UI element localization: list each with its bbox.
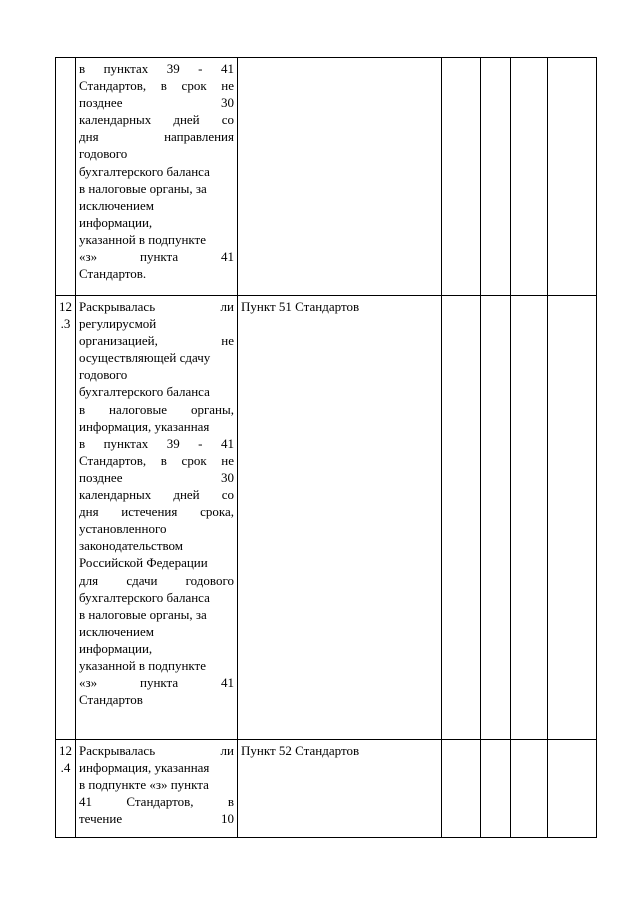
description-line <box>79 248 234 265</box>
description-line <box>79 435 234 452</box>
row-description <box>79 60 234 282</box>
description-word: календарных <box>79 487 152 503</box>
description-word: календарных <box>79 112 152 128</box>
description-line: указанной в подпункте <box>79 231 207 247</box>
description-word: 41 <box>221 249 234 265</box>
description-word: срок <box>181 78 207 94</box>
description-word: позднее <box>79 469 123 485</box>
description-word: налоговые <box>109 401 168 417</box>
description-word: Стандартов, <box>79 78 147 94</box>
empty-cell <box>511 296 548 740</box>
empty-cell <box>481 296 511 740</box>
description-word: пункта <box>139 675 179 691</box>
description-word: дня <box>79 504 99 520</box>
description-line: годового <box>79 146 128 162</box>
description-word: не <box>221 452 234 468</box>
description-word: Раскрывалась <box>79 299 156 314</box>
description-word: дня <box>79 129 99 145</box>
description-word: Стандартов, <box>79 452 147 468</box>
description-word: в <box>79 435 86 451</box>
description-line <box>79 401 234 418</box>
description-word: не <box>221 333 234 349</box>
description-word: 39 <box>166 61 180 76</box>
row-number-cell <box>56 58 76 296</box>
description-line <box>79 742 234 759</box>
row-number-cell <box>56 740 76 838</box>
description-line: указанной в подпункте <box>79 657 207 673</box>
description-line: исключением <box>79 623 154 639</box>
description-line: осуществляющей сдачу <box>79 350 211 366</box>
description-line <box>79 572 234 589</box>
empty-cell <box>511 740 548 838</box>
row-reference-cell <box>238 740 442 838</box>
description-word: течение <box>79 811 123 827</box>
description-line: в подпункте «з» пункта <box>79 777 209 793</box>
description-line: исключением <box>79 197 154 213</box>
empty-cell <box>442 58 481 296</box>
audit-table <box>55 57 597 838</box>
description-line: бухгалтерского баланса <box>79 163 210 179</box>
row-description <box>79 298 234 708</box>
description-line <box>79 298 234 315</box>
description-word: сдачи <box>126 572 158 588</box>
empty-cell <box>548 296 597 740</box>
description-word: Стандартов, <box>126 794 194 810</box>
description-word: «з» <box>79 675 98 691</box>
description-word: в <box>160 452 167 468</box>
description-word: позднее <box>79 95 123 111</box>
description-word: организацией, <box>79 333 158 349</box>
table-row <box>56 58 597 296</box>
description-line: установленного <box>79 521 167 537</box>
table-row <box>56 740 597 838</box>
description-word: - <box>198 435 203 451</box>
description-word: истечения <box>121 504 178 520</box>
description-line <box>79 674 234 691</box>
description-line <box>79 810 234 827</box>
description-line <box>79 793 234 810</box>
description-line: регулирусмой <box>79 316 157 332</box>
description-line: годового <box>79 367 128 383</box>
description-line <box>79 60 234 77</box>
empty-cell <box>548 740 597 838</box>
description-line: информации, <box>79 640 153 656</box>
row-number-line: 12 <box>59 299 72 314</box>
description-line: Российской Федерации <box>79 555 208 571</box>
description-word: Раскрывалась <box>79 743 156 758</box>
row-reference: Пункт 52 Стандартов <box>241 743 360 758</box>
description-word: - <box>198 61 203 76</box>
empty-cell <box>548 58 597 296</box>
description-word: пунктах <box>103 435 149 451</box>
description-word: срока, <box>200 504 234 520</box>
row-number-line: 12 <box>59 743 72 758</box>
description-line: бухгалтерского баланса <box>79 384 210 400</box>
description-word: в <box>79 401 86 417</box>
description-line <box>79 486 234 503</box>
description-word: 41 <box>79 794 92 810</box>
description-line: в налоговые органы, за <box>79 180 207 196</box>
row-reference-cell <box>238 58 442 296</box>
description-line: Стандартов <box>79 692 143 708</box>
description-word: для <box>79 572 99 588</box>
description-word: направления <box>164 129 234 145</box>
description-word: в <box>79 61 86 76</box>
description-line <box>79 111 234 128</box>
description-word: 41 <box>220 61 234 76</box>
description-line: информация, указанная <box>79 760 210 776</box>
description-line: законодательством <box>79 538 184 554</box>
description-word: срок <box>181 452 207 468</box>
empty-cell <box>481 58 511 296</box>
description-word: 41 <box>220 435 234 451</box>
empty-cell <box>481 740 511 838</box>
description-word: годового <box>185 572 234 588</box>
description-word: дней <box>173 112 200 128</box>
description-word: со <box>221 487 234 503</box>
description-line <box>79 128 234 145</box>
row-reference-cell <box>238 296 442 740</box>
row-description <box>79 742 234 827</box>
row-description-cell <box>76 740 238 838</box>
table-body <box>56 58 597 838</box>
description-word: «з» <box>79 249 98 265</box>
description-word: дней <box>173 487 200 503</box>
row-number <box>56 742 75 776</box>
row-number-line: .4 <box>60 760 71 776</box>
row-reference: Пункт 51 Стандартов <box>241 299 360 314</box>
empty-cell <box>442 296 481 740</box>
row-number-cell <box>56 296 76 740</box>
row-number-line: .3 <box>60 316 71 332</box>
description-line: в налоговые органы, за <box>79 606 207 622</box>
description-word: в <box>160 78 167 94</box>
empty-cell <box>442 740 481 838</box>
description-word: 41 <box>221 675 234 691</box>
row-number <box>56 298 75 332</box>
description-word: органы, <box>190 401 234 417</box>
description-word: ли <box>220 743 234 758</box>
description-line: бухгалтерского баланса <box>79 589 210 605</box>
description-line: Стандартов. <box>79 266 147 282</box>
description-word: со <box>221 112 234 128</box>
description-word: 39 <box>166 435 180 451</box>
description-line <box>79 452 234 469</box>
row-description-cell <box>76 58 238 296</box>
description-word: не <box>221 78 234 94</box>
description-word: пунктах <box>103 61 149 76</box>
description-word: ли <box>220 299 234 314</box>
description-word: 30 <box>221 469 234 485</box>
description-line: информации, <box>79 214 153 230</box>
description-line: информация, указанная <box>79 418 210 434</box>
description-line <box>79 332 234 349</box>
description-line <box>79 503 234 520</box>
description-word: пункта <box>139 249 179 265</box>
description-word: в <box>227 794 234 810</box>
description-word: 10 <box>221 811 234 827</box>
description-word: 30 <box>221 95 234 111</box>
description-line <box>79 469 234 486</box>
empty-cell <box>511 58 548 296</box>
table-row <box>56 296 597 740</box>
description-line <box>79 94 234 111</box>
row-description-cell <box>76 296 238 740</box>
description-line <box>79 77 234 94</box>
